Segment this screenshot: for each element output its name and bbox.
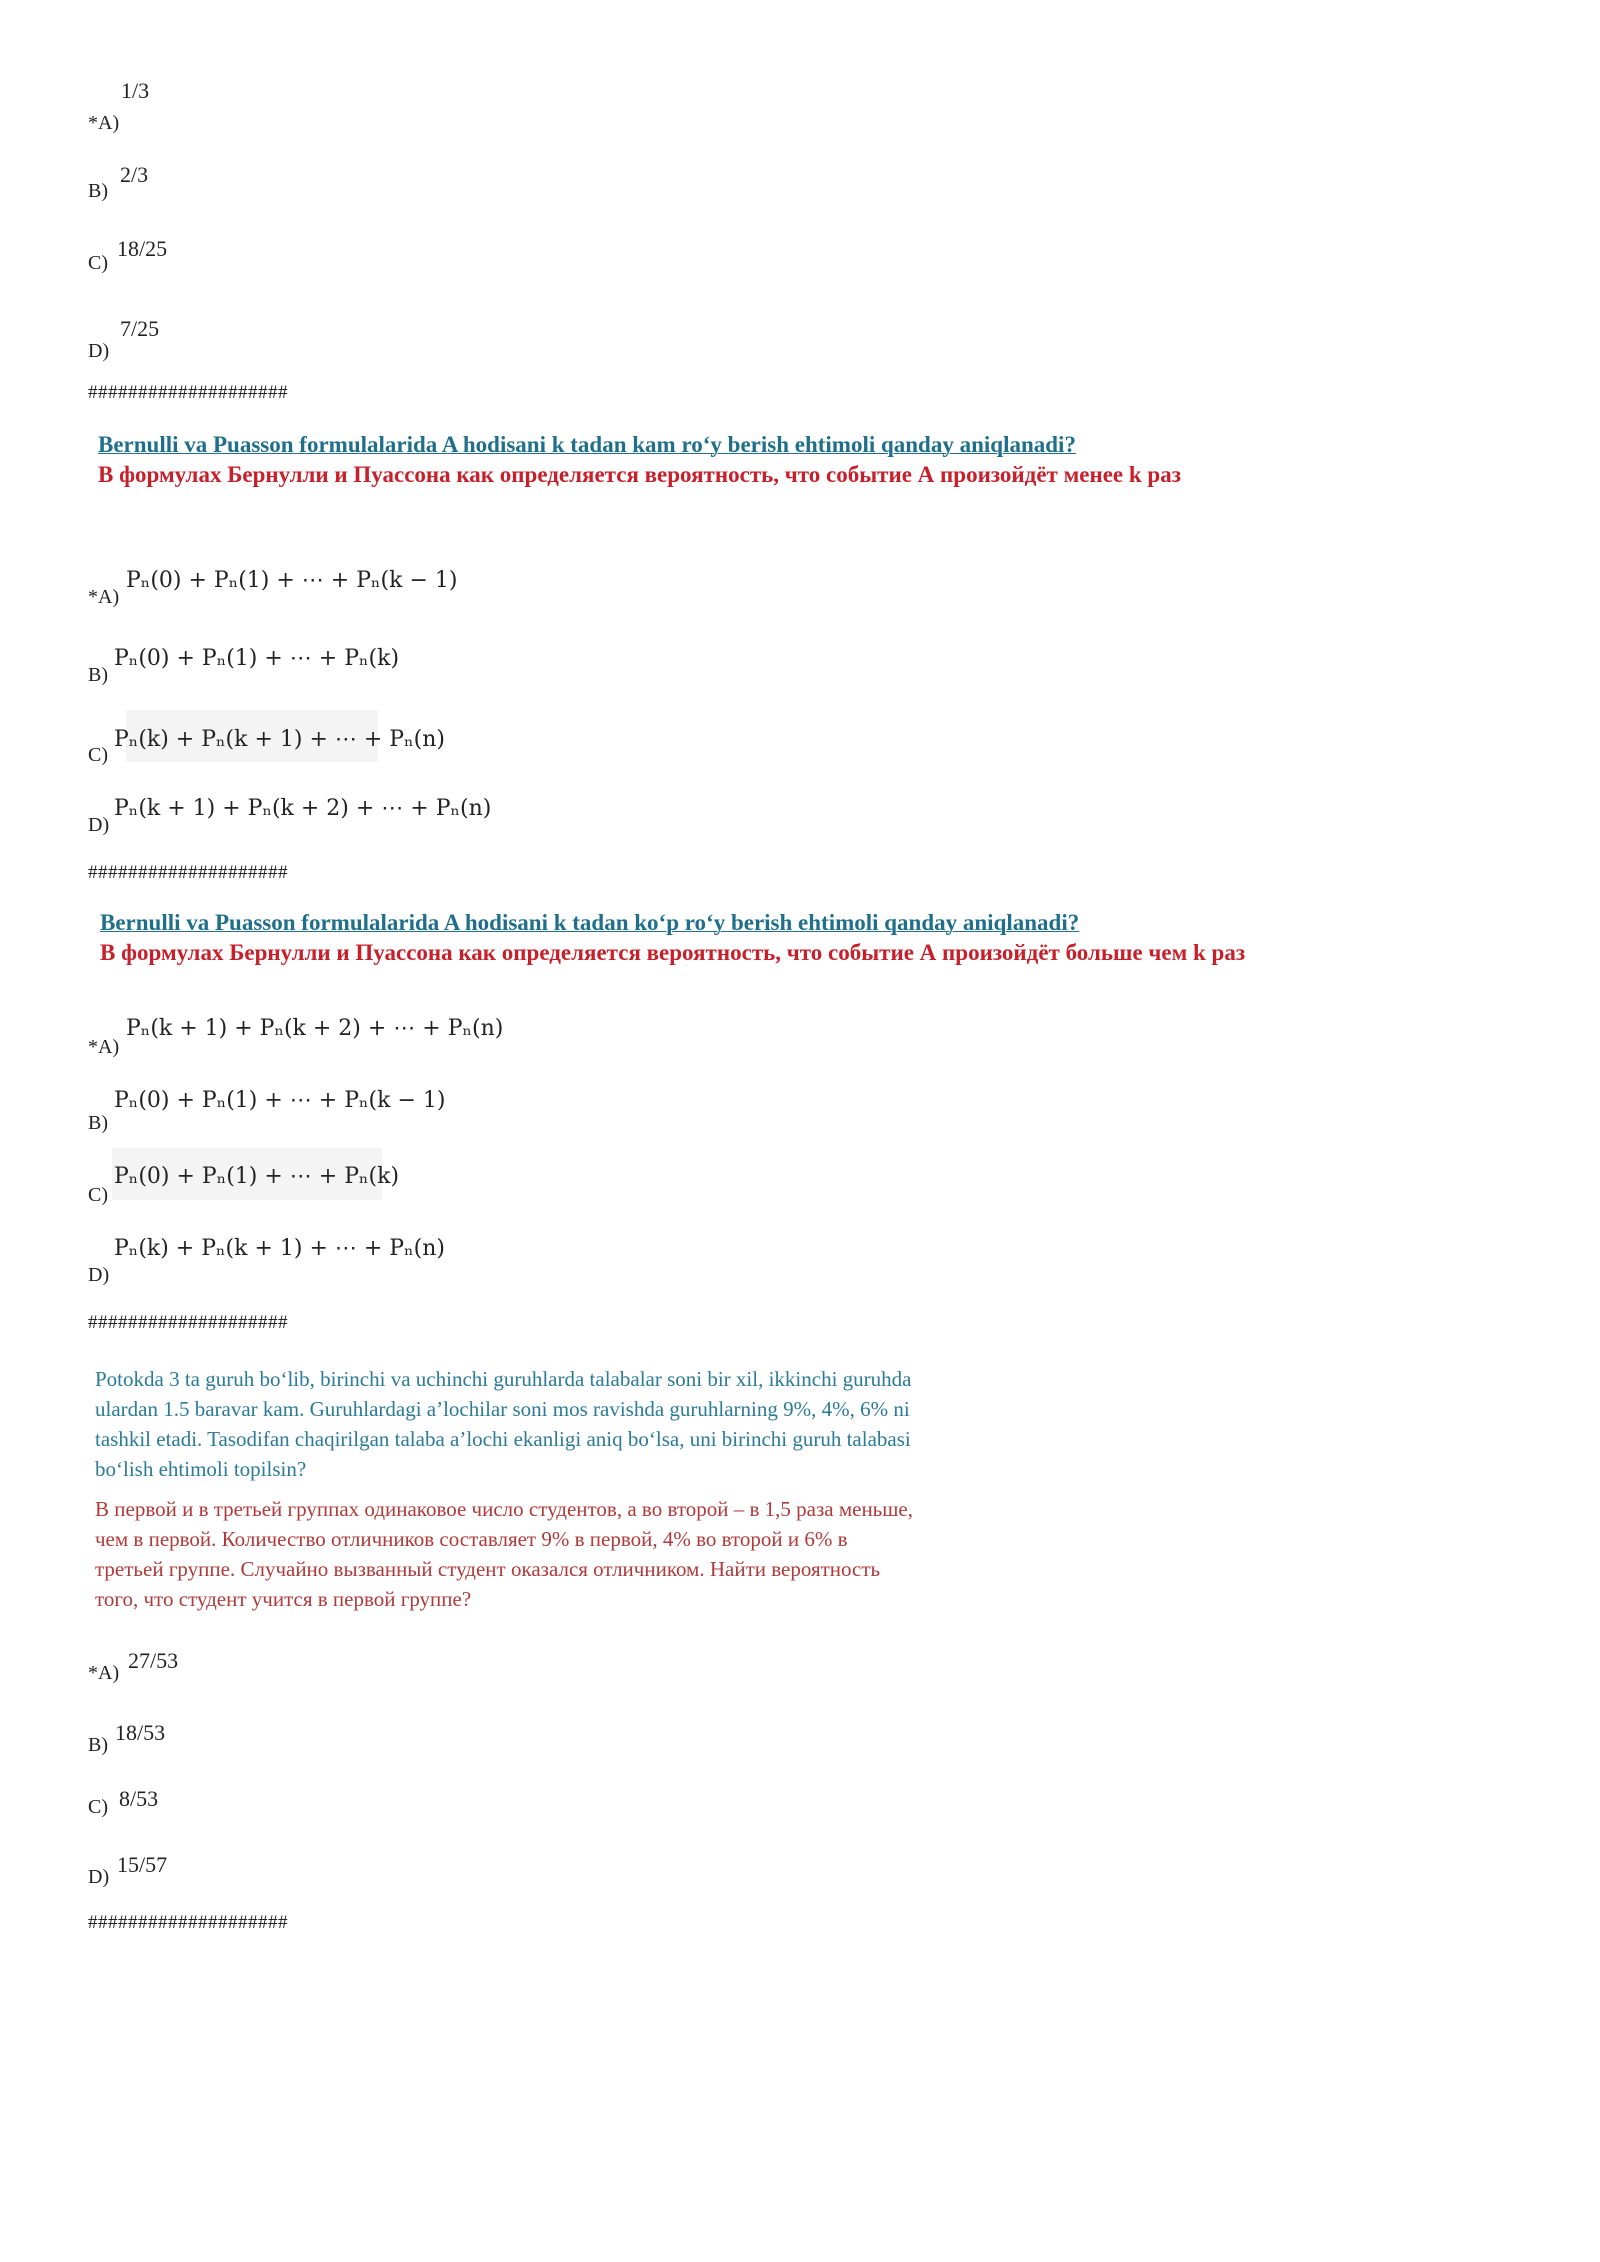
option-formula: Pₙ(k) + Pₙ(k + 1) + ⋯ + Pₙ(n) [114, 727, 445, 752]
option-value: 1/3 [121, 78, 150, 103]
question-title-uz: Bernulli va Puasson formulalarida A hodisani k tadan kam ro‘y berish ehtimoli qanday aniqlanadi? [98, 432, 1076, 457]
option-label: *A) [88, 1036, 120, 1058]
option-formula: Pₙ(k + 1) + Pₙ(k + 2) + ⋯ + Pₙ(n) [126, 1016, 504, 1041]
option-label: B) [88, 1734, 108, 1756]
separator: #################### [88, 382, 288, 403]
option-value: 7/25 [120, 316, 160, 341]
option-label: C) [88, 744, 108, 766]
question-title-ru: В формулах Бернулли и Пуассона как определяется вероятность, что событие А произойдёт больше чем k раз [100, 940, 1246, 965]
option-label: B) [88, 664, 108, 686]
separator: #################### [88, 862, 288, 883]
question-title-ru: В формулах Бернулли и Пуассона как определяется вероятность, что событие А произойдёт менее k раз [98, 462, 1181, 487]
option-value: 15/57 [117, 1852, 168, 1877]
option-formula: Pₙ(k + 1) + Pₙ(k + 2) + ⋯ + Pₙ(n) [114, 796, 492, 821]
option-value: 18/53 [115, 1720, 166, 1745]
option-label: C) [88, 252, 108, 274]
question-text-ru: В первой и в третьей группах одинаковое число студентов, а во второй – в 1,5 раза меньше, чем в первой. Количество отличников составляет 9% в первой, 4% во второй и 6% в третьей группе. Случайно вызванный студент оказался отличником. Найти вероятность того, что студент учится в первой группе? [95, 1497, 913, 1611]
option-label: D) [88, 1866, 110, 1888]
option-value: 8/53 [119, 1786, 159, 1811]
option-label: D) [88, 814, 110, 836]
option-formula: Pₙ(0) + Pₙ(1) + ⋯ + Pₙ(k) [114, 1164, 400, 1189]
option-formula: Pₙ(0) + Pₙ(1) + ⋯ + Pₙ(k − 1) [114, 1088, 446, 1113]
question-title-uz: Bernulli va Puasson formulalarida A hodisani k tadan ko‘p ro‘y berish ehtimoli qanday aniqlanadi? [100, 910, 1080, 935]
option-label: *A) [88, 586, 120, 608]
option-value: 27/53 [128, 1648, 179, 1673]
option-formula: Pₙ(0) + Pₙ(1) + ⋯ + Pₙ(k) [114, 646, 400, 671]
option-label: C) [88, 1184, 108, 1206]
option-value: 18/25 [117, 236, 168, 261]
question-text-uz: Potokda 3 ta guruh bo‘lib, birinchi va uchinchi guruhlarda talabalar soni bir xil, ikkinchi guruhda ulardan 1.5 baravar kam. Guruhlardagi a’lochilar soni mos ravishda guruhlarning 9%, 4%, 6% ni tashkil etadi. Tasodifan chaqirilgan talaba a’lochi ekanligi aniq bo‘lsa, uni birinchi guruh talabasi bo‘lish ehtimoli topilsin? [95, 1367, 912, 1481]
option-label: D) [88, 1264, 110, 1286]
option-label: D) [88, 340, 110, 362]
separator: #################### [88, 1312, 288, 1333]
option-label: *A) [88, 112, 120, 134]
option-formula: Pₙ(k) + Pₙ(k + 1) + ⋯ + Pₙ(n) [114, 1236, 445, 1261]
option-formula: Pₙ(0) + Pₙ(1) + ⋯ + Pₙ(k − 1) [126, 568, 458, 593]
option-value: 2/3 [120, 162, 149, 187]
separator: #################### [88, 1912, 288, 1933]
option-label: B) [88, 180, 108, 202]
option-label: *A) [88, 1662, 120, 1684]
option-label: C) [88, 1796, 108, 1818]
option-label: B) [88, 1112, 108, 1134]
